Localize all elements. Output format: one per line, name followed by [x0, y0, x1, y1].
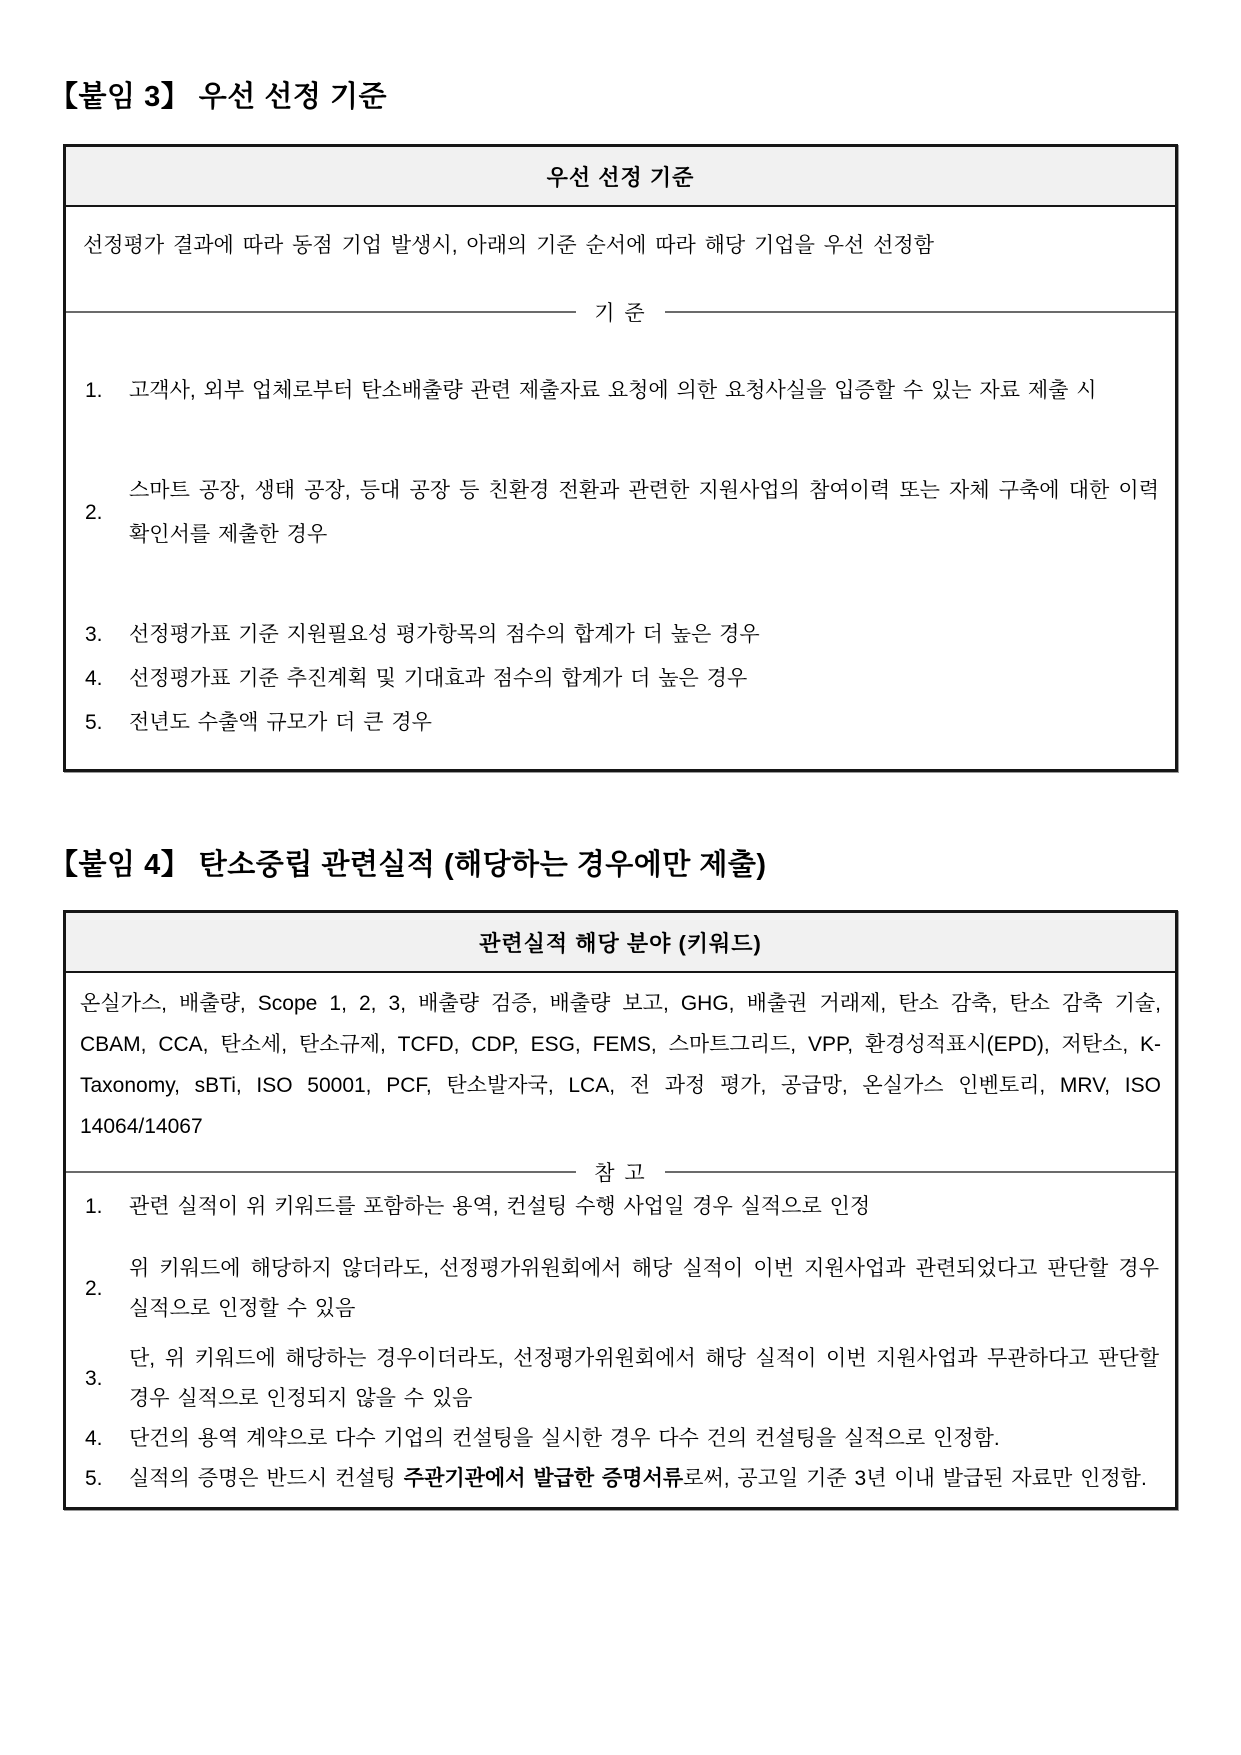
priority-table-header: 우선 선정 기준 — [66, 147, 1175, 207]
priority-selection-table — [63, 144, 1178, 772]
attachment4-title: 【붙임 4】 탄소중립 관련실적 (해당하는 경우에만 제출) — [49, 849, 767, 881]
criteria-divider — [66, 299, 1175, 325]
reference-item-4 — [66, 1419, 1175, 1459]
item-text-prefix: 실적의 증명은 반드시 컨설팅 — [129, 1467, 404, 1490]
divider-line-left — [66, 311, 576, 313]
item-text-rich — [129, 1459, 1159, 1499]
item-number: 4. — [85, 1427, 103, 1450]
reference-item-1 — [66, 1187, 1175, 1227]
attachment3-title: 【붙임 3】 우선 선정 기준 — [49, 81, 387, 113]
reference-item-3 — [66, 1339, 1175, 1419]
keywords-table-body — [66, 973, 1175, 1507]
item-text-suffix: 로써, 공고일 기준 3년 이내 발급된 자료만 인정함. — [683, 1467, 1147, 1490]
item-number: 2. — [85, 1277, 103, 1300]
divider-line-right — [665, 311, 1175, 313]
item-number: 5. — [85, 1467, 103, 1490]
item-text: 단, 위 키워드에 해당하는 경우이더라도, 선정평가위원회에서 해당 실적이 이번 지원사업과 무관하다고 판단할 경우 실적으로 인정되지 않을 수 있음 — [129, 1347, 1159, 1410]
criteria-item-4 — [66, 657, 1175, 701]
divider-line-left — [66, 1171, 576, 1173]
item-text: 단건의 용역 계약으로 다수 기업의 컨설팅을 실시한 경우 다수 건의 컨설팅을 실적으로 인정함. — [129, 1427, 1000, 1450]
keywords-table-header: 관련실적 해당 분야 (키워드) — [66, 913, 1175, 973]
bold-emphasis: 주관기관에서 발급한 증명서류 — [403, 1467, 684, 1490]
item-number: 2. — [85, 501, 103, 524]
item-text: 관련 실적이 위 키워드를 포함하는 용역, 컨설팅 수행 사업일 경우 실적으로 인정 — [129, 1195, 871, 1218]
criteria-item-3 — [66, 613, 1175, 657]
criteria-divider-label: 기 준 — [594, 302, 647, 325]
keywords-text: 온실가스, 배출량, Scope 1, 2, 3, 배출량 검증, 배출량 보고, GHG, 배출권 거래제, 탄소 감축, 탄소 감축 기술, CBAM, CCA, 탄소세, 탄소규제, TCFD, CDP, ESG, FEMS, 스마트그리드, VPP, 환경성적표시(EPD), 저탄소, K-Taxonomy, sBTi, ISO 50001, PCF, 탄소발자국, LCA, 전 과정 평가, 공급망, 온실가스 인벤토리, MRV, ISO 14064/14067 — [80, 992, 1161, 1138]
divider-line-right — [665, 1171, 1175, 1173]
reference-item-2 — [66, 1249, 1175, 1329]
related-performance-table — [63, 910, 1178, 1510]
item-number: 1. — [85, 379, 103, 402]
item-text: 선정평가표 기준 추진계획 및 기대효과 점수의 합계가 더 높은 경우 — [129, 667, 748, 690]
item-text: 위 키워드에 해당하지 않더라도, 선정평가위원회에서 해당 실적이 이번 지원사업과 관련되었다고 판단할 경우 실적으로 인정할 수 있음 — [129, 1257, 1159, 1320]
reference-divider-label: 참 고 — [594, 1162, 647, 1185]
priority-table-body — [66, 207, 1175, 769]
reference-item-5 — [66, 1459, 1175, 1499]
item-number: 1. — [85, 1195, 103, 1218]
item-number: 4. — [85, 667, 103, 690]
item-text: 고객사, 외부 업체로부터 탄소배출량 관련 제출자료 요청에 의한 요청사실을 입증할 수 있는 자료 제출 시 — [129, 379, 1097, 402]
criteria-item-1 — [66, 369, 1175, 413]
criteria-item-2 — [66, 469, 1175, 557]
item-number: 3. — [85, 1367, 103, 1390]
item-text: 선정평가표 기준 지원필요성 평가항목의 점수의 합계가 더 높은 경우 — [129, 623, 760, 646]
criteria-item-5 — [66, 701, 1175, 745]
item-number: 3. — [85, 623, 103, 646]
item-text: 전년도 수출액 규모가 더 큰 경우 — [129, 711, 432, 734]
reference-divider — [66, 1159, 1175, 1185]
item-number: 5. — [85, 711, 103, 734]
priority-intro-text: 선정평가 결과에 따라 동점 기업 발생시, 아래의 기준 순서에 따라 해당 기업을 우선 선정함 — [83, 234, 934, 257]
item-text: 스마트 공장, 생태 공장, 등대 공장 등 친환경 전환과 관련한 지원사업의 참여이력 또는 자체 구축에 대한 이력 확인서를 제출한 경우 — [129, 479, 1159, 546]
